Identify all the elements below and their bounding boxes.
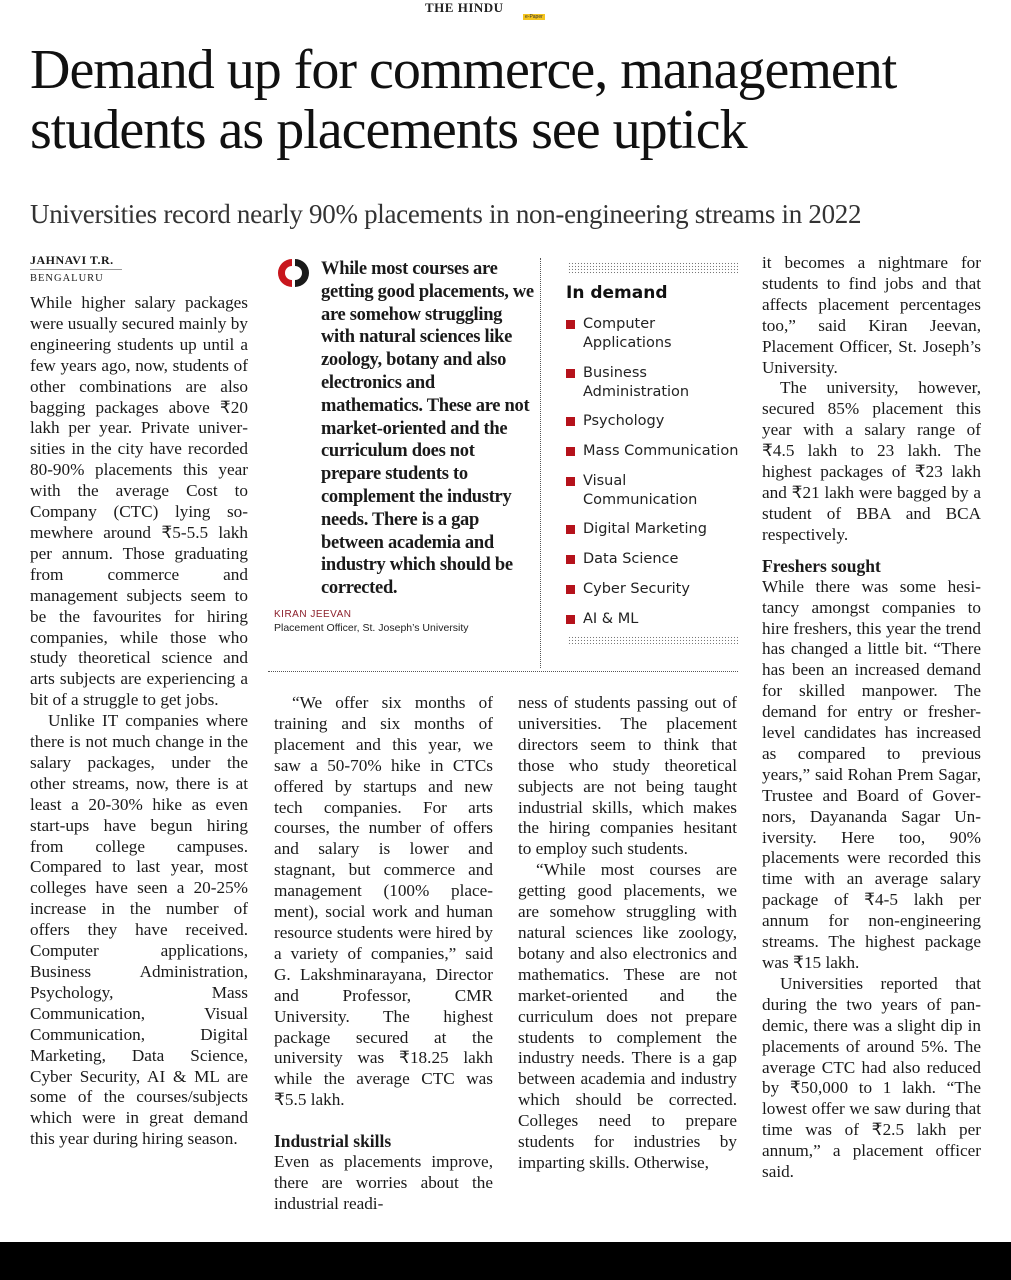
epaper-badge: e-Paper [525, 14, 543, 20]
square-bullet-icon [566, 477, 575, 486]
square-bullet-icon [566, 555, 575, 564]
paragraph: While higher salary packages were usually secured mainly by engineering students up until a few years ago, now, students of other combinations are also bagging packages above ₹20 lakh per year. Private universities in the city have recorded 80-90% placements this year with the average Cost to Company (CTC) lying somewhere around ₹5-5.5 lakh per annum. Those graduating from commerce and management subjects seem to be the favourites for hiring companies, while those who study theoretical science and arts subjects are experiencing a bit of a struggle to get jobs. [30, 293, 248, 710]
square-bullet-icon [566, 585, 575, 594]
square-bullet-icon [566, 525, 575, 534]
paragraph: ness of students passing out of universities. The placement directors seem to think that those who study theoretical subjects are not being taught industrial skills, which makes the hiring companies hesitant to employ such students. [518, 693, 737, 859]
list-item: Mass Communication [566, 442, 746, 461]
paragraph: “We offer six months of training and six months of placement and this year, we saw a 50-70% hike in CTCs offered by startups and new tech companies. For arts courses, the number of offers and salary is lower and stagnant, but commerce and management (100% placement), social work and human resource students were hired by a variety of companies,” said G. Lakshminarayana, Director and Professor, CMR University. The highest package secured at the university was ₹18.25 lakh while the average CTC was ₹5.5 lakh. [274, 693, 493, 1110]
square-bullet-icon [566, 417, 575, 426]
paragraph: The university, however, secured 85% placement this year with a salary range of ₹4.5 lakh to 23 lakh. The highest packages of ₹23 lakh and ₹21 lakh were bagged by a student of BBA and BCA respectively. [762, 378, 981, 544]
section-heading-industrial-skills: Industrial skills [274, 1131, 392, 1152]
horizontal-divider [268, 671, 738, 672]
paragraph: Even as placements improve, there are worries about the industrial readi- [274, 1152, 493, 1213]
pull-quote-title: Placement Officer, St. Joseph’s University [274, 621, 469, 634]
paragraph: “While most courses are getting good placements, we are somehow struggling with natural sciences like zoology, botany and also electronics and mathematics. These are not market-oriented and the curriculum does not prepare students to complement the industry needs. There is a gap between academia and industry which should be corrected. Colleges need to prepare students for industries by imparting skills. Otherwise, [518, 860, 737, 1172]
paragraph: it becomes a nightmare for students to find jobs and that affects placement percentages too,” said Kiran Jeevan, Placement Officer, St. Joseph’s University. [762, 253, 981, 377]
square-bullet-icon [566, 447, 575, 456]
article-column-4 [762, 253, 981, 1183]
box-bottom-pattern [568, 636, 738, 644]
headline: Demand up for commerce, management students as placements see uptick [30, 39, 897, 161]
square-bullet-icon [566, 320, 575, 329]
paragraph: Universities reported that during the two years of pandemic, there was a slight dip in placements of around 5%. The average CTC had also reduced by ₹50,000 to 1 lakh. “The lowest offer we saw during that time was of ₹2.5 lakh per annum,” a placement officer said. [762, 973, 981, 1182]
list-item: Cyber Security [566, 580, 746, 599]
article-column-3 [518, 693, 737, 1174]
paragraph: While there was some hesitancy amongst companies to hire freshers, this year the trend has changed a little bit. “There has been an increased demand for skilled manpower. The demand for entry or fresher-level candidates has increased as compared to previous years,” said Rohan Prem Sagar, Trustee and Board of Governors, Dayananda Sagar University. Here too, 90% placements were recorded this time with an average salary package of ₹4-5 lakh per annum for non-engineering streams. The highest package was ₹15 lakh. [762, 576, 981, 972]
list-item: Visual Communication [566, 472, 746, 510]
bottom-black-bar [0, 1242, 1011, 1280]
masthead [0, 0, 1011, 22]
vertical-divider [540, 258, 541, 668]
square-bullet-icon [566, 369, 575, 378]
byline-author: JAHNAVI T.R. [30, 253, 114, 267]
box-top-pattern [568, 262, 738, 274]
byline-location: BENGALURU [30, 273, 104, 284]
paragraph: Unlike IT companies where there is not much change in the salary packages, under the other streams, now, there is at least a 20-30% hike as even start-ups have begun hiring from college campuses. Compared to last year, most colleges have seen a 20-25% increase in the number of offers they have received. Computer applications, Business Administration, Psychology, Mass Communication, Visual Communication, Digital Marketing, Data Science, Cyber Security, AI & ML are some of the courses/subjects which were in great demand this year during hiring season. [30, 711, 248, 1149]
list-item: Business Administration [566, 364, 746, 402]
section-heading-freshers-sought: Freshers sought [762, 555, 881, 576]
in-demand-list [566, 315, 746, 639]
byline [30, 253, 248, 285]
newspaper-name: THE HINDU [425, 0, 504, 15]
list-item: Digital Marketing [566, 520, 746, 539]
pull-quote-name: KIRAN JEEVAN [274, 608, 352, 620]
pull-quote [274, 258, 536, 635]
pull-quote-text: While most courses are getting good placements, we are somehow struggling with natural sciences like zoology, botany and also electronics and mathematics. These are not market-oriented and the curriculum does not prepare students to complement the industry needs. There is a gap between academia and industry which should be corrected. [321, 259, 534, 599]
subheadline: Universities record nearly 90% placements in non-engineering streams in 2022 [30, 199, 862, 229]
list-item: AI & ML [566, 610, 746, 629]
in-demand-title: In demand [566, 283, 668, 303]
list-item: Data Science [566, 550, 746, 569]
byline-divider [30, 269, 122, 270]
list-item: Computer Applications [566, 315, 746, 353]
square-bullet-icon [566, 615, 575, 624]
article-column-1 [30, 293, 248, 1150]
article-column-2 [274, 693, 493, 1215]
list-item: Psychology [566, 412, 746, 431]
